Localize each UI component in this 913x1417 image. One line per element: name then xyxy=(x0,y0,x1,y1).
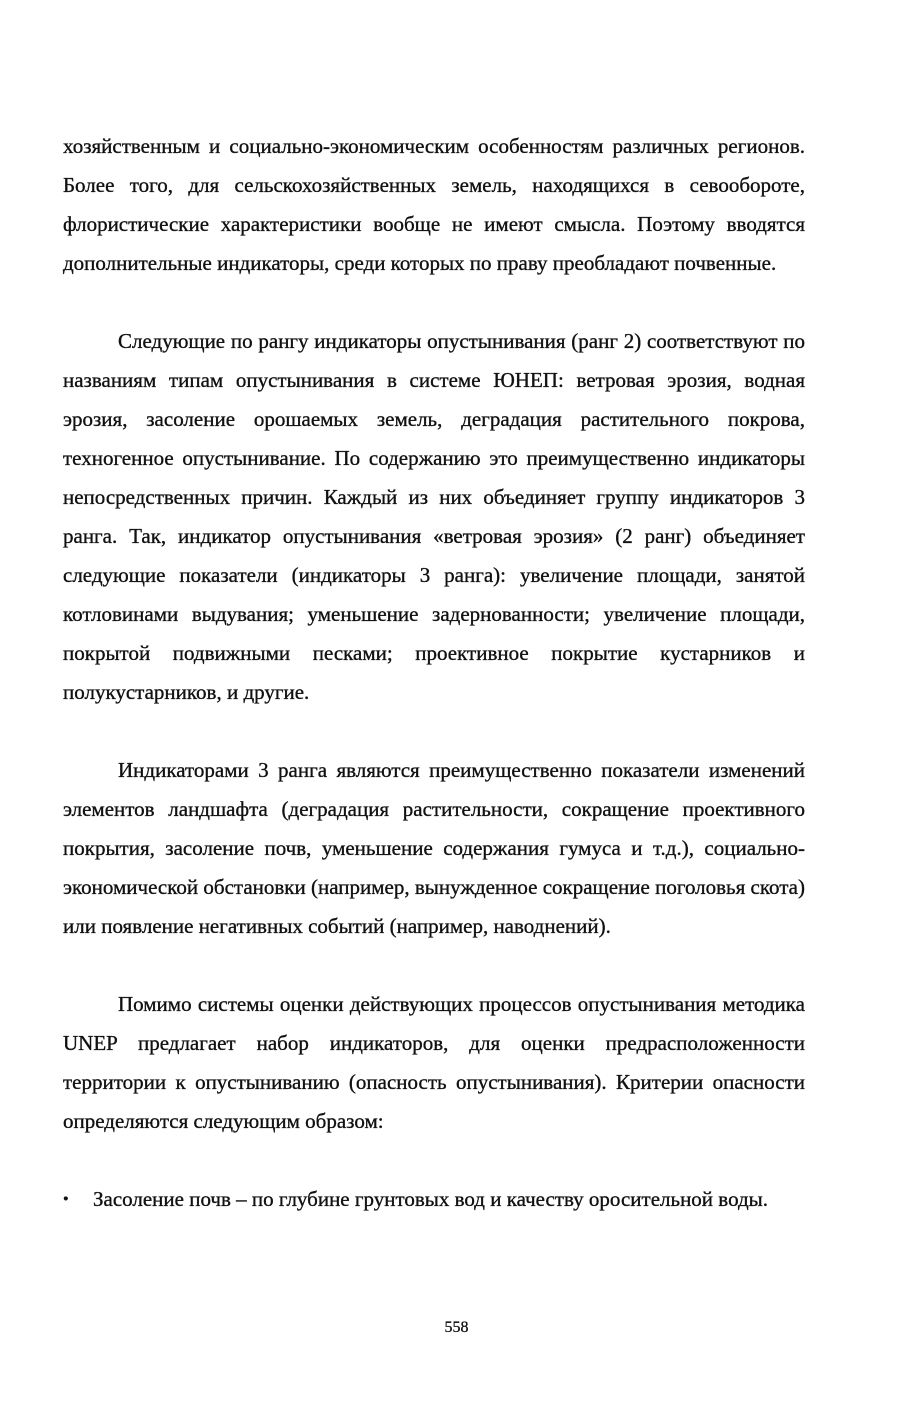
bullet-icon: • xyxy=(63,1191,69,1208)
list-item-text: Засоление почв – по глубине грунтовых вод и качеству оросительной воды. xyxy=(93,1187,769,1211)
paragraph-unep-method: Помимо системы оценки действующих процессов опустынивания методика UNEP предлагает набор индикаторов, для оценки предрасположенности территории к опустыниванию (опасность опустынивания). Критерии опасности определяются следующим образом: xyxy=(63,992,805,1133)
page-number: 558 xyxy=(444,1319,469,1336)
paragraph-rank-3-indicators: Индикаторами 3 ранга являются преимущественно показатели изменений элементов ландшафта (деградация растительности, сокращение проективного покрытия, засоление почв, уменьшение содержания гумуса и т.д.), социально-экономической обстановки (например, вынужденное сокращение поголовья скота) или появление негативных событий (например, наводнений). xyxy=(63,758,805,938)
paragraph-continuation: хозяйственным и социально-экономическим особенностям различных регионов. Более того, для сельскохозяйственных земель, находящихся в севообороте, флористические характеристики вообще не имеют смысла. Поэтому вводятся дополнительные индикаторы, среди которых по праву преобладают почвенные. xyxy=(63,134,805,275)
list-item xyxy=(63,1180,805,1219)
paragraph-rank-2-indicators: Следующие по рангу индикаторы опустынивания (ранг 2) соответствуют по названиям типам опустынивания в системе ЮНЕП: ветровая эрозия, водная эрозия, засоление орошаемых земель, деградация растительного покрова, техногенное опустынивание. По содержанию это преимущественно индикаторы непосредственных причин. Каждый из них объединяет группу индикаторов 3 ранга. Так, индикатор опустынивания «ветровая эрозия» (2 ранг) объединяет следующие показатели (индикаторы 3 ранга): увеличение площади, занятой котловинами выдувания; уменьшение задернованности; увеличение площади, покрытой подвижными песками; проективное покрытие кустарников и полукустарников, и другие. xyxy=(63,329,805,704)
